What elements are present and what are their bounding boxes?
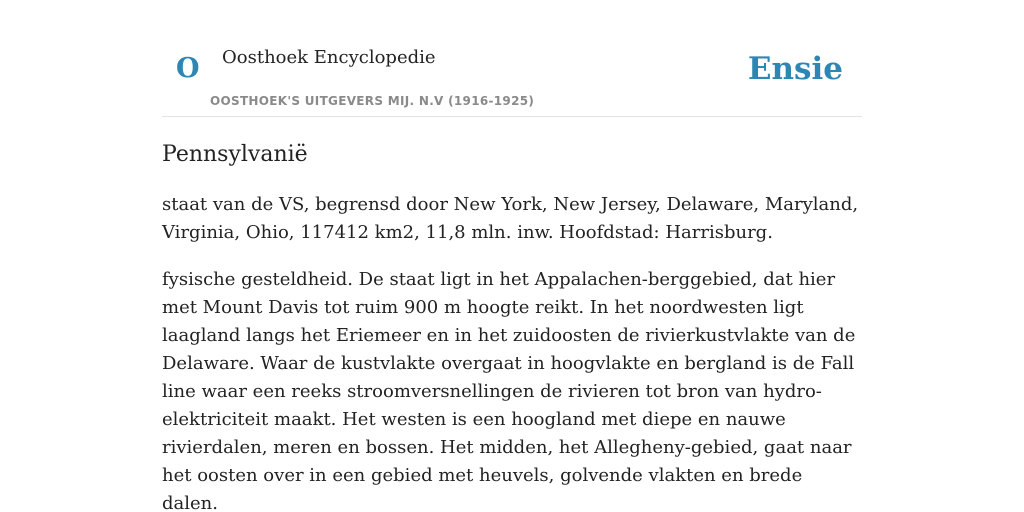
source-logo[interactable]: O [176,53,200,84]
article-paragraph: fysische gesteldheid. De staat ligt in het Appalachen-berggebied, dat hier met Mount Davis tot ruim 900 m hoogte reikt. In het noordwesten ligt laagland langs het Eriemeer en in het zuidoosten de rivierkustvlakte van de Delaware. Waar de kustvlakte overgaat in hoogvlakte en bergland is de Fall line waar een reeks stroomversnellingen de rivieren tot bron van hydro-elektriciteit maakt. Het westen is een hoogland met diepe en nauwe rivierdalen, meren en bossen. Het midden, het Allegheny-gebied, gaat naar het oosten over in een gebied met heuvels, golvende vlakten en brede dalen. [162,269,856,512]
source-title-link[interactable]: Oosthoek Encyclopedie [222,47,436,68]
ensie-logo-link[interactable]: Ensie [747,51,843,87]
article-paragraph: staat van de VS, begrensd door New York, New Jersey, Delaware, Maryland, Virginia, Ohio, 117412 km2, 11,8 mln. inw. Hoofdstad: Harrisburg. [162,194,859,243]
article [162,138,862,512]
site-header [162,0,862,117]
article-title: Pennsylvanië [162,142,308,167]
source-publisher: OOSTHOEK'S UITGEVERS MIJ. N.V (1916-1925) [210,94,535,108]
